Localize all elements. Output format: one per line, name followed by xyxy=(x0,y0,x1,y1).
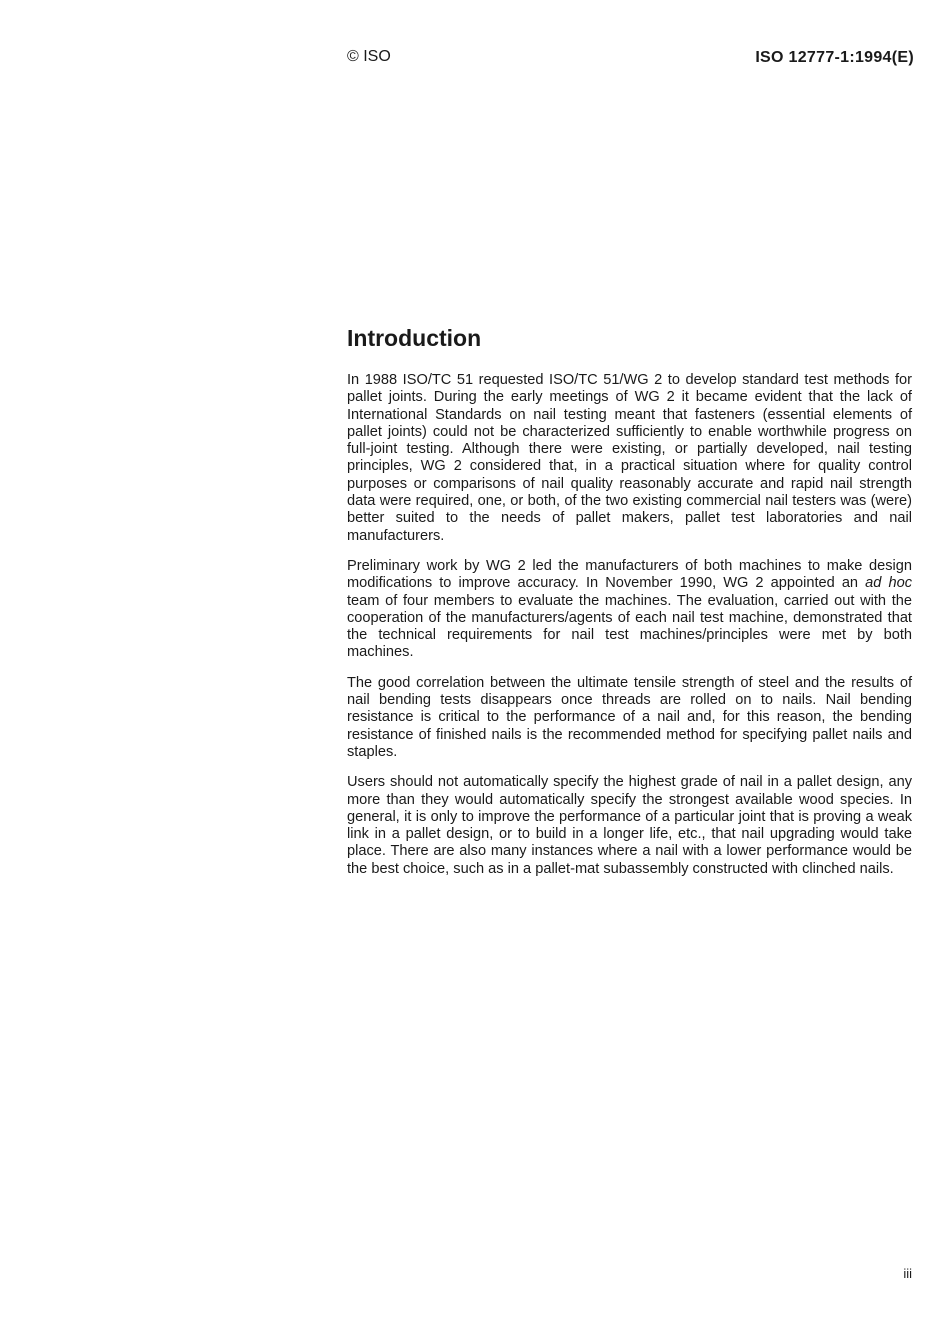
paragraph-3: The good correlation between the ultimate tensile strength of steel and the results of nail bending tests disappears once threads are rolled on to nails. Nail bending resistance is critical to the performance of a nail and, for this reason, the bending resistance of finished nails is the recommended method for specifying pallet nails and staples. xyxy=(347,674,912,760)
section-title: Introduction xyxy=(347,325,482,351)
paragraph-2-italic: ad hoc xyxy=(865,575,912,592)
paragraph-2-part-a: Preliminary work by WG 2 led the manufacturers of both machines to make design modifications to improve accuracy. In November 1990, WG 2 appointed an xyxy=(347,557,912,592)
page-number: iii xyxy=(903,1266,912,1281)
paragraph-2-part-b: team of four members to evaluate the machines. The evaluation, carried out with the cooperation of the manufacturers/agents of each nail test machine, demonstrated that the technical requirements for nail test machines/principles were met by both machines. xyxy=(347,592,912,661)
introduction-body xyxy=(347,372,912,891)
paragraph-4: Users should not automatically specify the highest grade of nail in a pallet design, any more than they would automatically specify the strongest available wood species. In general, it is only to improve the performance of a particular joint that is proving a weak link in a pallet design, or to build in a longer life, etc., that nail upgrading would take place. There are also many instances where a nail with a lower performance would be the best choice, such as in a pallet-mat subassembly constructed with clinched nails. xyxy=(347,774,912,877)
paragraph-2 xyxy=(347,558,912,662)
paragraph-1: In 1988 ISO/TC 51 requested ISO/TC 51/WG 2 to develop standard test methods for pallet joints. During the early meetings of WG 2 it became evident that the lack of International Standards on nail testing meant that fasteners (essential elements of pallet joints) could not be characterized sufficiently to enable worthwhile progress on full-joint testing. Although there were existing, or partially developed, nail testing principles, WG 2 considered that, in a practical situation where for quality control purposes or comparisons of nail quality reasonably accurate and rapid nail strength data were required, one, or both, of the two existing commercial nail testers was (were) better suited to the needs of pallet makers, pallet test laboratories and nail manufacturers. xyxy=(347,372,912,544)
standard-designation: ISO 12777-1:1994(E) xyxy=(755,49,914,66)
copyright-notice: © ISO xyxy=(347,48,391,65)
